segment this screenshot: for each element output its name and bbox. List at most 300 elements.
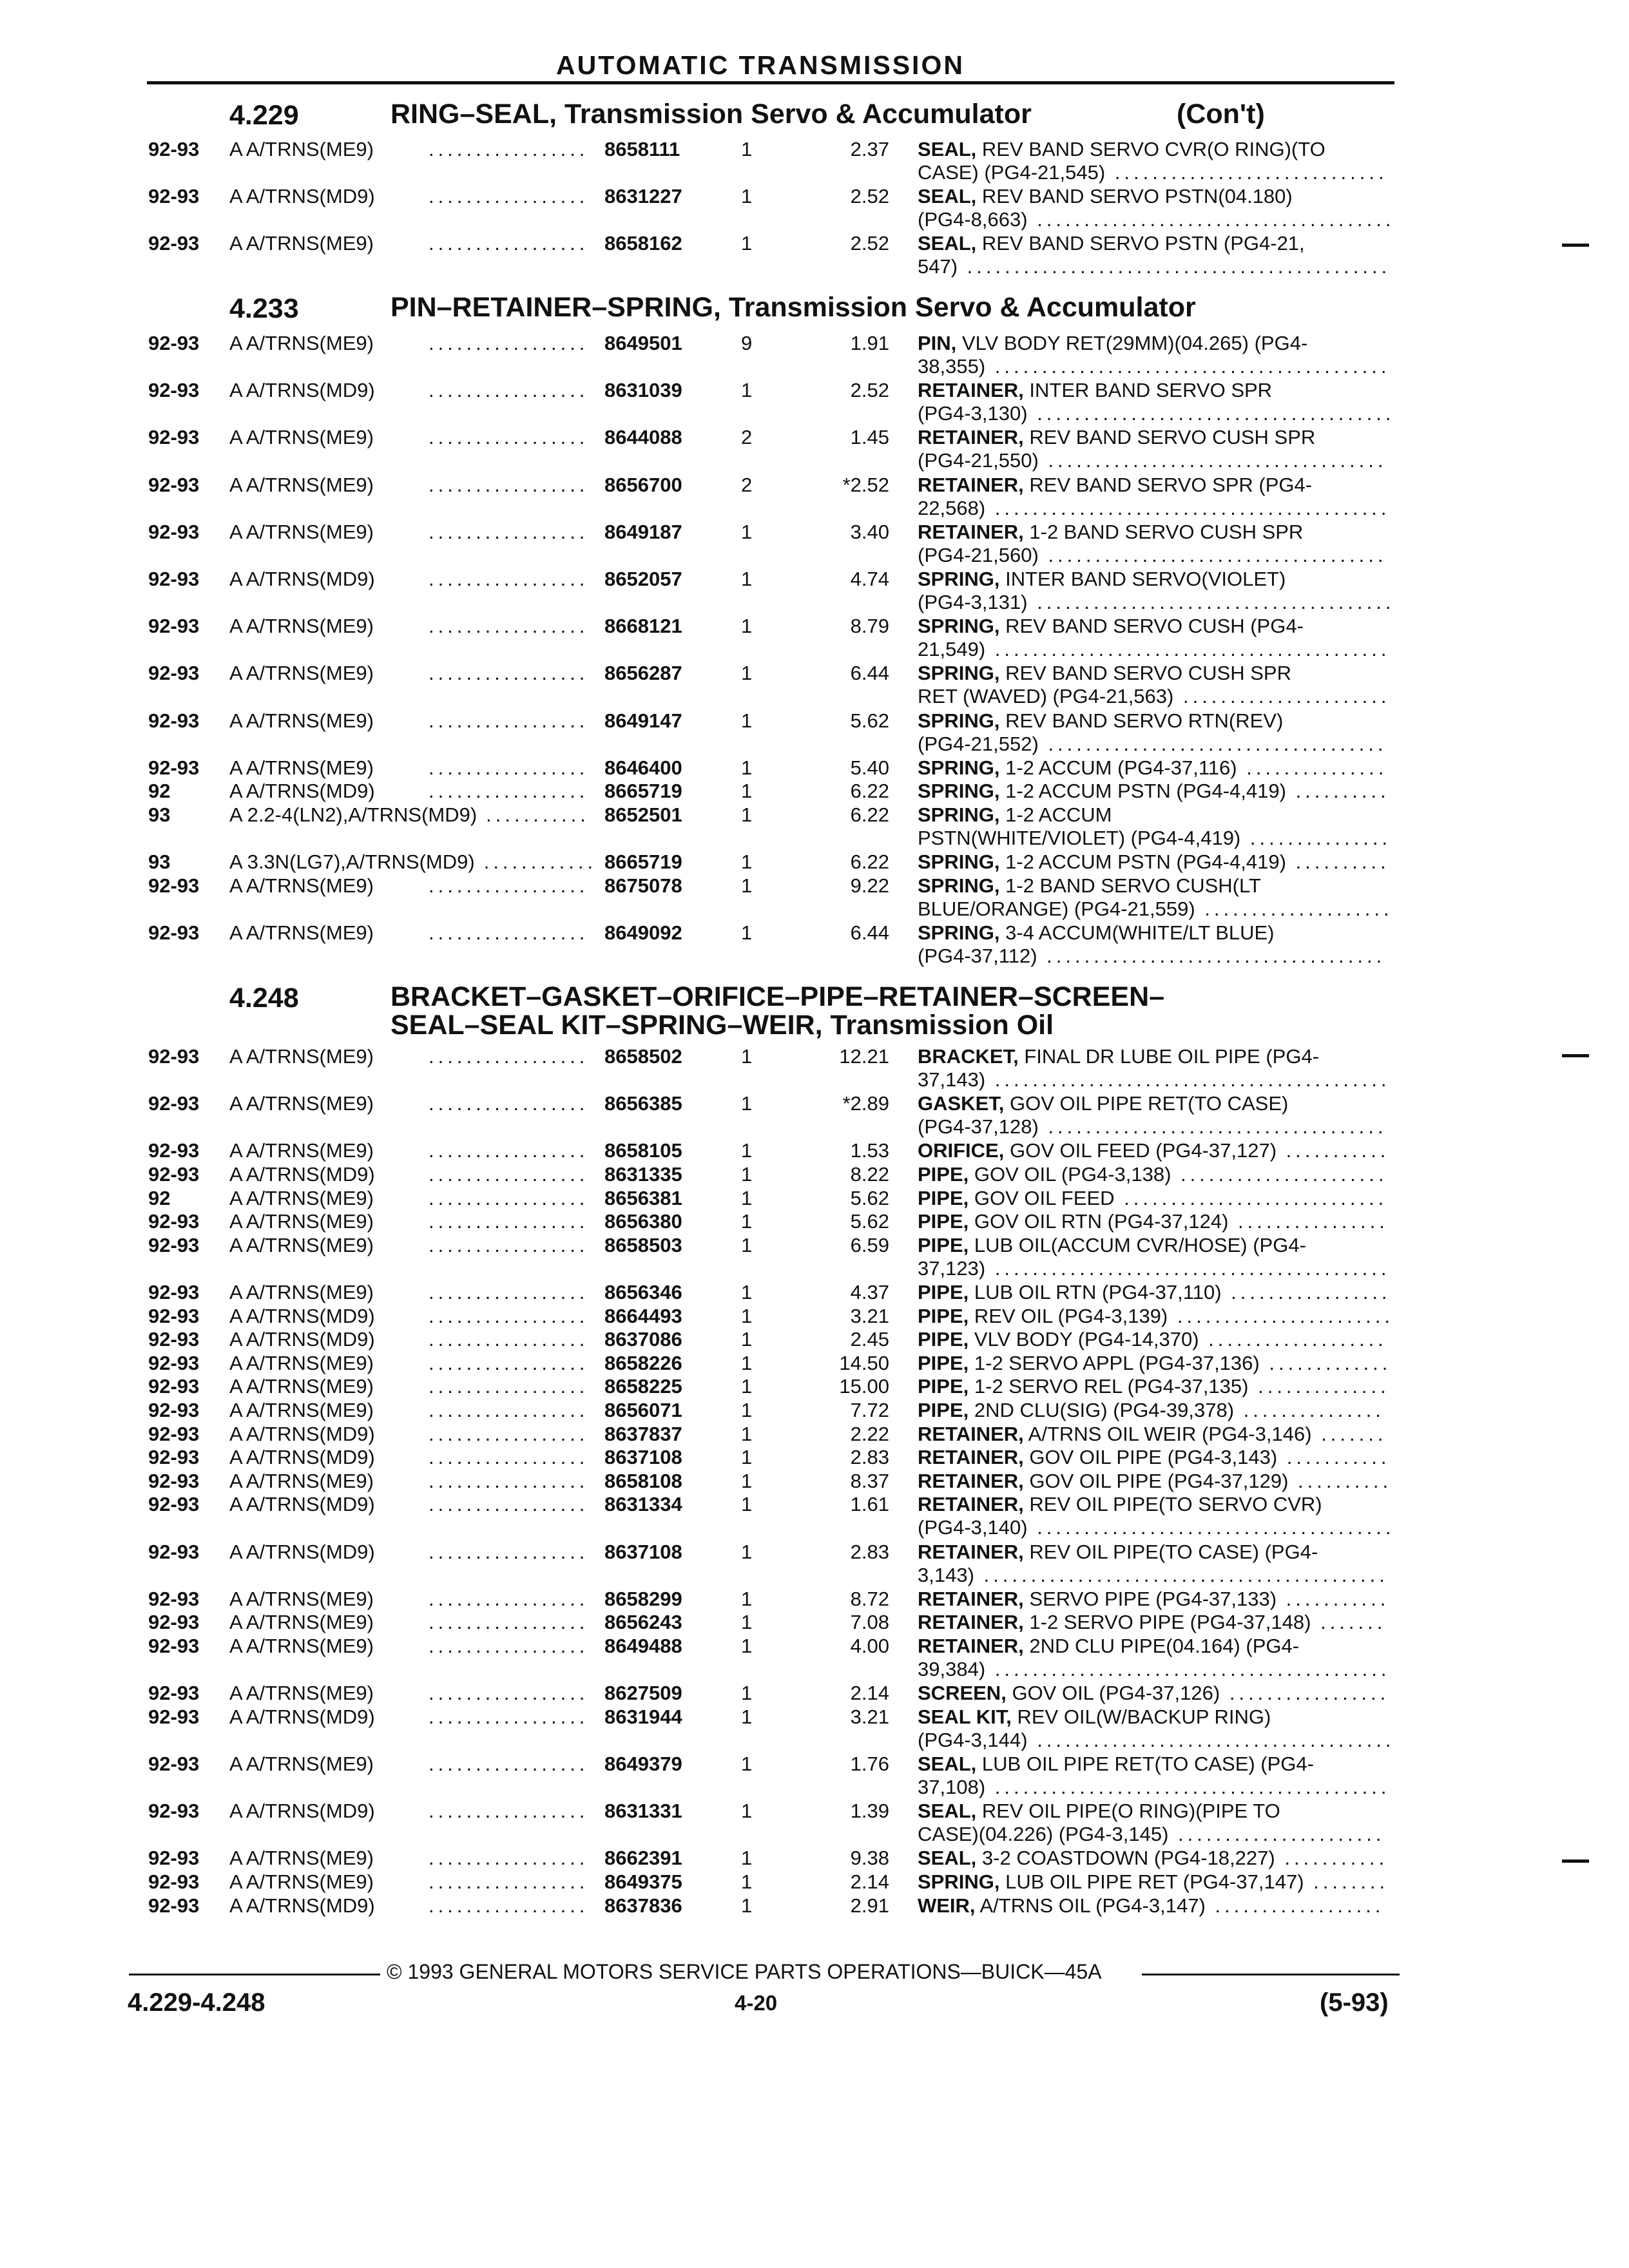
part-name: SPRING,	[918, 874, 1000, 897]
model-years: 92-93	[148, 568, 200, 590]
part-description	[918, 138, 1325, 161]
part-description	[918, 1399, 1385, 1422]
part-name: RETAINER,	[918, 1541, 1024, 1563]
quantity: 9	[741, 332, 753, 354]
quantity: 1	[741, 1399, 753, 1421]
part-number: 8656381	[604, 1187, 682, 1209]
model-years: 92-93	[148, 709, 200, 732]
model-years: 92-93	[148, 1493, 200, 1515]
part-description-text: 3-2 COASTDOWN (PG4-18,227)	[981, 1847, 1275, 1869]
part-name: SPRING,	[918, 803, 1000, 826]
part-name: SPRING,	[918, 709, 1000, 732]
model-application: A A/TRNS(ME9)	[229, 874, 374, 897]
model-application: A A/TRNS(MD9)	[229, 568, 375, 590]
part-number: 8664493	[604, 1305, 682, 1327]
part-description-continued: (PG4-3,130) ......................................	[918, 402, 1395, 425]
leader-dots: .............	[1259, 1352, 1392, 1374]
part-description-text: 3-4 ACCUM(WHITE/LT BLUE)	[1005, 921, 1275, 944]
part-description-continued: (PG4-3,144) ......................................	[918, 1729, 1395, 1751]
part-name: PIPE,	[918, 1399, 969, 1421]
price: 2.52	[850, 379, 889, 401]
price: 5.40	[850, 756, 889, 779]
leader-dots: .................	[1220, 1682, 1390, 1704]
quantity: 1	[741, 1210, 753, 1233]
price: 6.44	[850, 921, 889, 944]
part-description-continued: (PG4-21,560) ....................................	[918, 544, 1387, 566]
part-description-text: REV OIL(W/BACKUP RING)	[1017, 1706, 1271, 1728]
price: 5.62	[850, 1187, 889, 1209]
model-years: 92-93	[148, 1682, 200, 1704]
quantity: 1	[741, 568, 753, 590]
model-years: 92-93	[148, 1375, 200, 1398]
leader-dots: ..........................................	[985, 1776, 1391, 1798]
part-number: 8649379	[604, 1753, 682, 1775]
quantity: 2	[741, 474, 753, 496]
price: 6.22	[850, 850, 889, 873]
part-name: PIN,	[918, 332, 957, 354]
leader-dots: .................	[429, 1706, 589, 1728]
part-description	[918, 1611, 1386, 1634]
part-name: SPRING,	[918, 568, 1000, 590]
part-number: 8658226	[604, 1352, 682, 1374]
part-description	[918, 803, 1112, 827]
model-years: 92-93	[148, 232, 200, 255]
part-number: 8637108	[604, 1446, 682, 1468]
part-description	[918, 185, 1293, 208]
model-years: 92-93	[148, 1423, 200, 1445]
leader-dots: ....................................	[1038, 733, 1387, 755]
part-name: SEAL KIT,	[918, 1706, 1012, 1728]
leader-dots: ......................................	[1027, 402, 1395, 425]
quantity: 1	[741, 1635, 753, 1657]
price: 8.72	[850, 1588, 889, 1610]
leader-dots: .................	[429, 521, 589, 543]
part-description-continued: RET (WAVED) (PG4-21,563) ......................	[918, 685, 1391, 707]
leader-dots: ...........	[486, 803, 590, 826]
model-application: A A/TRNS(MD9)	[229, 1800, 375, 1822]
leader-dots: ....................................	[1037, 945, 1386, 967]
part-number: 8656346	[604, 1281, 682, 1303]
part-description-text: 1-2 BAND SERVO CUSH(LT	[1005, 874, 1261, 897]
price: *2.52	[842, 474, 889, 496]
part-description-continued: (PG4-3,140) ......................................	[918, 1516, 1395, 1539]
part-number: 8637086	[604, 1328, 682, 1350]
model-years: 92-93	[148, 1541, 200, 1563]
model-application: A A/TRNS(MD9)	[229, 1541, 375, 1563]
part-description	[918, 1541, 1318, 1564]
part-description-text: A/TRNS OIL (PG4-3,147)	[979, 1894, 1206, 1917]
leader-dots: ..........................................	[985, 638, 1391, 660]
leader-dots: .................	[429, 1281, 589, 1303]
leader-dots: ......................................	[1027, 1516, 1395, 1539]
footer-page-number: 4-20	[735, 1991, 778, 2015]
part-description-text: 1-2 BAND SERVO CUSH SPR	[1029, 521, 1304, 543]
leader-dots: ..........................................	[985, 355, 1391, 378]
footer-rule-left	[129, 1974, 380, 1975]
part-name: RETAINER,	[918, 1446, 1024, 1468]
part-description-text: INTER BAND SERVO SPR	[1029, 379, 1273, 401]
section-title: BRACKET–GASKET–ORIFICE–PIPE–RETAINER–SCREEN–	[390, 981, 1165, 1012]
part-name: PIPE,	[918, 1281, 969, 1303]
quantity: 1	[741, 1305, 753, 1327]
part-description	[918, 1470, 1392, 1493]
price: 2.83	[850, 1446, 889, 1468]
model-application: A A/TRNS(ME9)	[229, 1092, 374, 1115]
leader-dots: ...............	[1237, 756, 1388, 779]
leader-dots: .................	[429, 1635, 589, 1657]
part-description	[918, 1328, 1387, 1351]
model-application: A A/TRNS(ME9)	[229, 1588, 374, 1610]
part-name: SPRING,	[918, 850, 1000, 873]
part-description	[918, 1281, 1391, 1304]
leader-dots: ....................	[1195, 898, 1393, 920]
part-description-continued: 3,143) ...........................................	[918, 1564, 1389, 1586]
part-description	[918, 1234, 1306, 1257]
part-name: SPRING,	[918, 662, 1000, 684]
part-number: 8658225	[604, 1375, 682, 1398]
part-description-text: A/TRNS OIL WEIR (PG4-3,146)	[1028, 1423, 1312, 1445]
leader-dots: ...........	[1277, 1446, 1391, 1468]
price: 2.14	[850, 1870, 889, 1893]
part-description	[918, 1446, 1391, 1469]
part-number: 8658162	[604, 232, 682, 255]
price: 2.37	[850, 138, 889, 160]
leader-dots: .................	[429, 921, 589, 944]
part-description-text: INTER BAND SERVO(VIOLET)	[1005, 568, 1286, 590]
part-name: SPRING,	[918, 1870, 1000, 1893]
part-number: 8631039	[604, 379, 682, 401]
model-years: 92	[148, 780, 171, 802]
price: 4.37	[850, 1281, 889, 1303]
leader-dots: ...............	[1240, 827, 1392, 849]
part-name: RETAINER,	[918, 1423, 1024, 1445]
leader-dots: .................	[429, 1541, 589, 1563]
margin-tick-mark	[1562, 1860, 1589, 1863]
quantity: 1	[741, 185, 753, 207]
part-number: 8656071	[604, 1399, 682, 1421]
part-number: 8656380	[604, 1210, 682, 1233]
part-description-continued: (PG4-8,663) ......................................	[918, 208, 1395, 231]
quantity: 1	[741, 1234, 753, 1256]
part-description-text: 1-2 ACCUM PSTN (PG4-4,419)	[1005, 850, 1286, 873]
part-description-text: GOV OIL FEED (PG4-37,127)	[1009, 1139, 1277, 1162]
price: *2.89	[842, 1092, 889, 1115]
price: 9.38	[850, 1847, 889, 1869]
part-number: 8668121	[604, 615, 682, 637]
part-name: SPRING,	[918, 780, 1000, 802]
part-description-text: SERVO PIPE (PG4-37,133)	[1029, 1588, 1277, 1610]
model-application: A A/TRNS(MD9)	[229, 1493, 375, 1515]
leader-dots: .................	[429, 1352, 589, 1374]
model-application: A A/TRNS(ME9)	[229, 1045, 374, 1068]
part-description	[918, 521, 1303, 544]
part-description	[918, 709, 1283, 733]
leader-dots: .................	[429, 426, 589, 448]
part-name: SEAL,	[918, 1800, 977, 1822]
part-description-text: VLV BODY (PG4-14,370)	[974, 1328, 1199, 1350]
leader-dots: ..........................................	[985, 1658, 1391, 1680]
part-description	[918, 1163, 1388, 1186]
model-application: A 2.2-4(LN2),A/TRNS(MD9)	[229, 803, 477, 826]
leader-dots: .................	[429, 1611, 589, 1633]
part-description-continued: PSTN(WHITE/VIOLET) (PG4-4,419) ...............	[918, 827, 1392, 849]
part-description	[918, 1139, 1389, 1162]
part-description-text: GOV OIL RTN (PG4-37,124)	[974, 1210, 1229, 1233]
model-years: 92-93	[148, 1706, 200, 1728]
model-years: 92-93	[148, 1870, 200, 1893]
model-years: 92-93	[148, 1092, 200, 1115]
model-application: A A/TRNS(ME9)	[229, 1635, 374, 1657]
part-description-text: REV OIL PIPE(O RING)(PIPE TO	[981, 1800, 1280, 1822]
quantity: 1	[741, 662, 753, 684]
price: 3.21	[850, 1706, 889, 1728]
model-application: A A/TRNS(ME9)	[229, 1399, 374, 1421]
quantity: 1	[741, 1328, 753, 1350]
quantity: 1	[741, 756, 753, 779]
leader-dots: .................	[429, 379, 589, 401]
part-description	[918, 1635, 1299, 1658]
part-number: 8631227	[604, 185, 682, 207]
part-name: PIPE,	[918, 1375, 969, 1398]
part-description-continued: 22,568) ..........................................	[918, 497, 1391, 519]
leader-dots: ......................................	[1027, 1729, 1395, 1751]
leader-dots: ...................	[1199, 1328, 1387, 1350]
quantity: 1	[741, 1541, 753, 1563]
leader-dots: .............................	[1105, 161, 1388, 184]
section-continued-label: (Con't)	[1177, 99, 1265, 130]
price: 12.21	[839, 1045, 889, 1068]
section-title: RING–SEAL, Transmission Servo & Accumulator	[390, 99, 1032, 130]
part-number: 8637837	[604, 1423, 682, 1445]
part-number: 8631335	[604, 1163, 682, 1186]
quantity: 1	[741, 1611, 753, 1633]
leader-dots: .................	[429, 662, 589, 684]
part-name: RETAINER,	[918, 1493, 1024, 1515]
leader-dots: .................	[429, 232, 589, 255]
price: 8.37	[850, 1470, 889, 1492]
quantity: 1	[741, 1163, 753, 1186]
part-description-text: REV BAND SERVO CUSH SPR	[1029, 426, 1316, 448]
part-description	[918, 1305, 1394, 1328]
quantity: 1	[741, 709, 753, 732]
part-name: RETAINER,	[918, 474, 1024, 496]
model-application: A A/TRNS(MD9)	[229, 780, 375, 802]
leader-dots: ............	[483, 850, 597, 873]
part-number: 8658111	[604, 138, 680, 160]
part-number: 8637836	[604, 1894, 682, 1917]
leader-dots: .................	[429, 1493, 589, 1515]
quantity: 1	[741, 780, 753, 802]
part-number: 8675078	[604, 874, 682, 897]
model-years: 92-93	[148, 1305, 200, 1327]
part-number: 8656243	[604, 1611, 682, 1633]
model-years: 92-93	[148, 1210, 200, 1233]
leader-dots: ..........	[1286, 780, 1390, 802]
part-description	[918, 874, 1261, 898]
part-description-text: REV BAND SERVO SPR (PG4-	[1029, 474, 1313, 496]
footer-section-range: 4.229-4.248	[128, 1988, 265, 2017]
leader-dots: .................	[429, 568, 589, 590]
section-title: SEAL–SEAL KIT–SPRING–WEIR, Transmission Oil	[390, 1010, 1054, 1041]
quantity: 1	[741, 1045, 753, 1068]
part-name: RETAINER,	[918, 426, 1024, 448]
leader-dots: .................	[429, 1847, 589, 1869]
quantity: 1	[741, 803, 753, 826]
leader-dots: .................	[429, 1800, 589, 1822]
leader-dots: ...........	[1275, 1847, 1389, 1869]
part-description	[918, 615, 1304, 638]
model-years: 92-93	[148, 1045, 200, 1068]
leader-dots: .................	[429, 1446, 589, 1468]
price: 3.40	[850, 521, 889, 543]
part-description	[918, 332, 1307, 355]
part-description-continued: 37,108) ..........................................	[918, 1776, 1391, 1798]
part-description-continued: 547) .............................................	[918, 255, 1391, 278]
price: 6.22	[850, 780, 889, 802]
model-application: A A/TRNS(MD9)	[229, 1446, 375, 1468]
model-years: 92	[148, 1187, 171, 1209]
leader-dots: ......................	[1168, 1823, 1385, 1845]
part-description	[918, 780, 1390, 803]
leader-dots: .................	[429, 1305, 589, 1327]
leader-dots: ..................	[1205, 1894, 1385, 1917]
part-number: 8665719	[604, 780, 682, 802]
part-description-continued: 39,384) ..........................................	[918, 1658, 1391, 1680]
part-name: SPRING,	[918, 615, 1000, 637]
part-description	[918, 1847, 1388, 1870]
model-years: 92-93	[148, 1234, 200, 1256]
price: 2.22	[850, 1423, 889, 1445]
part-description	[918, 756, 1387, 780]
price: 9.22	[850, 874, 889, 897]
quantity: 1	[741, 850, 753, 873]
part-description-text: REV OIL (PG4-3,139)	[974, 1305, 1168, 1327]
margin-tick-mark	[1562, 1054, 1589, 1057]
leader-dots: .................	[429, 138, 589, 160]
part-number: 8656287	[604, 662, 682, 684]
model-years: 92-93	[148, 1446, 200, 1468]
model-years: 92-93	[148, 756, 200, 779]
leader-dots: ..........................................	[985, 1257, 1391, 1280]
quantity: 1	[741, 1493, 753, 1515]
part-number: 8627509	[604, 1682, 682, 1704]
price: 2.14	[850, 1682, 889, 1704]
price: 3.21	[850, 1305, 889, 1327]
part-name: RETAINER,	[918, 1635, 1024, 1657]
model-application: A A/TRNS(ME9)	[229, 709, 374, 732]
part-description	[918, 426, 1315, 449]
part-description-text: 1-2 ACCUM PSTN (PG4-4,419)	[1005, 780, 1286, 802]
part-number: 8662391	[604, 1847, 682, 1869]
quantity: 1	[741, 1847, 753, 1869]
part-description	[918, 1210, 1389, 1233]
part-description-text: 1-2 SERVO PIPE (PG4-37,148)	[1029, 1611, 1311, 1633]
model-application: A A/TRNS(MD9)	[229, 1894, 375, 1917]
model-years: 92-93	[148, 1847, 200, 1869]
part-number: 8658108	[604, 1470, 682, 1492]
part-description-continued: 38,355) ..........................................	[918, 355, 1391, 378]
model-years: 92-93	[148, 138, 200, 160]
model-years: 92-93	[148, 1470, 200, 1492]
model-application: A A/TRNS(ME9)	[229, 615, 374, 637]
part-description	[918, 379, 1272, 402]
quantity: 1	[741, 1281, 753, 1303]
model-application: A A/TRNS(ME9)	[229, 332, 374, 354]
part-description	[918, 1493, 1322, 1516]
part-name: SCREEN,	[918, 1682, 1007, 1704]
model-application: A A/TRNS(MD9)	[229, 1423, 375, 1445]
price: 2.52	[850, 185, 889, 207]
part-description-text: GOV OIL (PG4-3,138)	[974, 1163, 1171, 1186]
model-years: 92-93	[148, 1328, 200, 1350]
part-description-continued: (PG4-21,550) ....................................	[918, 449, 1387, 472]
model-years: 92-93	[148, 1139, 200, 1162]
leader-dots: .................	[429, 332, 589, 354]
model-years: 92-93	[148, 874, 200, 897]
part-name: RETAINER,	[918, 379, 1024, 401]
part-description-text: REV BAND SERVO CUSH SPR	[1005, 662, 1291, 684]
model-years: 92-93	[148, 185, 200, 207]
part-number: 8665719	[604, 850, 682, 873]
leader-dots: .................	[429, 874, 589, 897]
quantity: 1	[741, 1139, 753, 1162]
part-number: 8631331	[604, 1800, 682, 1822]
part-number: 8649187	[604, 521, 682, 543]
leader-dots: .................	[429, 1234, 589, 1256]
model-application: A A/TRNS(ME9)	[229, 1753, 374, 1775]
model-application: A A/TRNS(MD9)	[229, 185, 375, 207]
model-years: 92-93	[148, 615, 200, 637]
leader-dots: .................	[429, 1423, 589, 1445]
part-description-text: 1-2 SERVO APPL (PG4-37,136)	[974, 1352, 1260, 1374]
model-years: 92-93	[148, 426, 200, 448]
model-application: A A/TRNS(ME9)	[229, 1611, 374, 1633]
model-application: A A/TRNS(MD9)	[229, 1163, 375, 1186]
leader-dots: ...........	[1277, 1588, 1390, 1610]
model-application: A A/TRNS(MD9)	[229, 1328, 375, 1350]
leader-dots: ....................................	[1038, 449, 1387, 472]
leader-dots: .................	[429, 709, 589, 732]
model-application: A A/TRNS(ME9)	[229, 474, 374, 496]
part-name: PIPE,	[918, 1328, 969, 1350]
leader-dots: .................	[429, 615, 589, 637]
leader-dots: .................	[429, 1870, 589, 1893]
model-application: A A/TRNS(MD9)	[229, 1305, 375, 1327]
part-description-text: VLV BODY RET(29MM)(04.265) (PG4-	[961, 332, 1308, 354]
model-application: A A/TRNS(ME9)	[229, 426, 374, 448]
price: 4.74	[850, 568, 889, 590]
model-application: A A/TRNS(ME9)	[229, 1870, 374, 1893]
leader-dots: .................	[429, 1210, 589, 1233]
leader-dots: .................	[429, 780, 589, 802]
part-number: 8658299	[604, 1588, 682, 1610]
leader-dots: .................	[429, 1682, 589, 1704]
part-description-text: GOV OIL PIPE (PG4-37,129)	[1029, 1470, 1289, 1492]
quantity: 1	[741, 1352, 753, 1374]
section-number: 4.233	[229, 293, 299, 324]
leader-dots: .................	[429, 1399, 589, 1421]
part-description-continued: (PG4-3,131) ......................................	[918, 591, 1395, 613]
part-name: RETAINER,	[918, 1611, 1024, 1633]
part-number: 8658105	[604, 1139, 682, 1162]
model-application: A A/TRNS(ME9)	[229, 1375, 374, 1398]
model-years: 92-93	[148, 1753, 200, 1775]
price: 1.91	[850, 332, 889, 354]
part-description-text: GOV OIL PIPE (PG4-3,143)	[1029, 1446, 1278, 1468]
part-description	[918, 1588, 1389, 1611]
price: 2.91	[850, 1894, 889, 1917]
price: 7.08	[850, 1611, 889, 1633]
